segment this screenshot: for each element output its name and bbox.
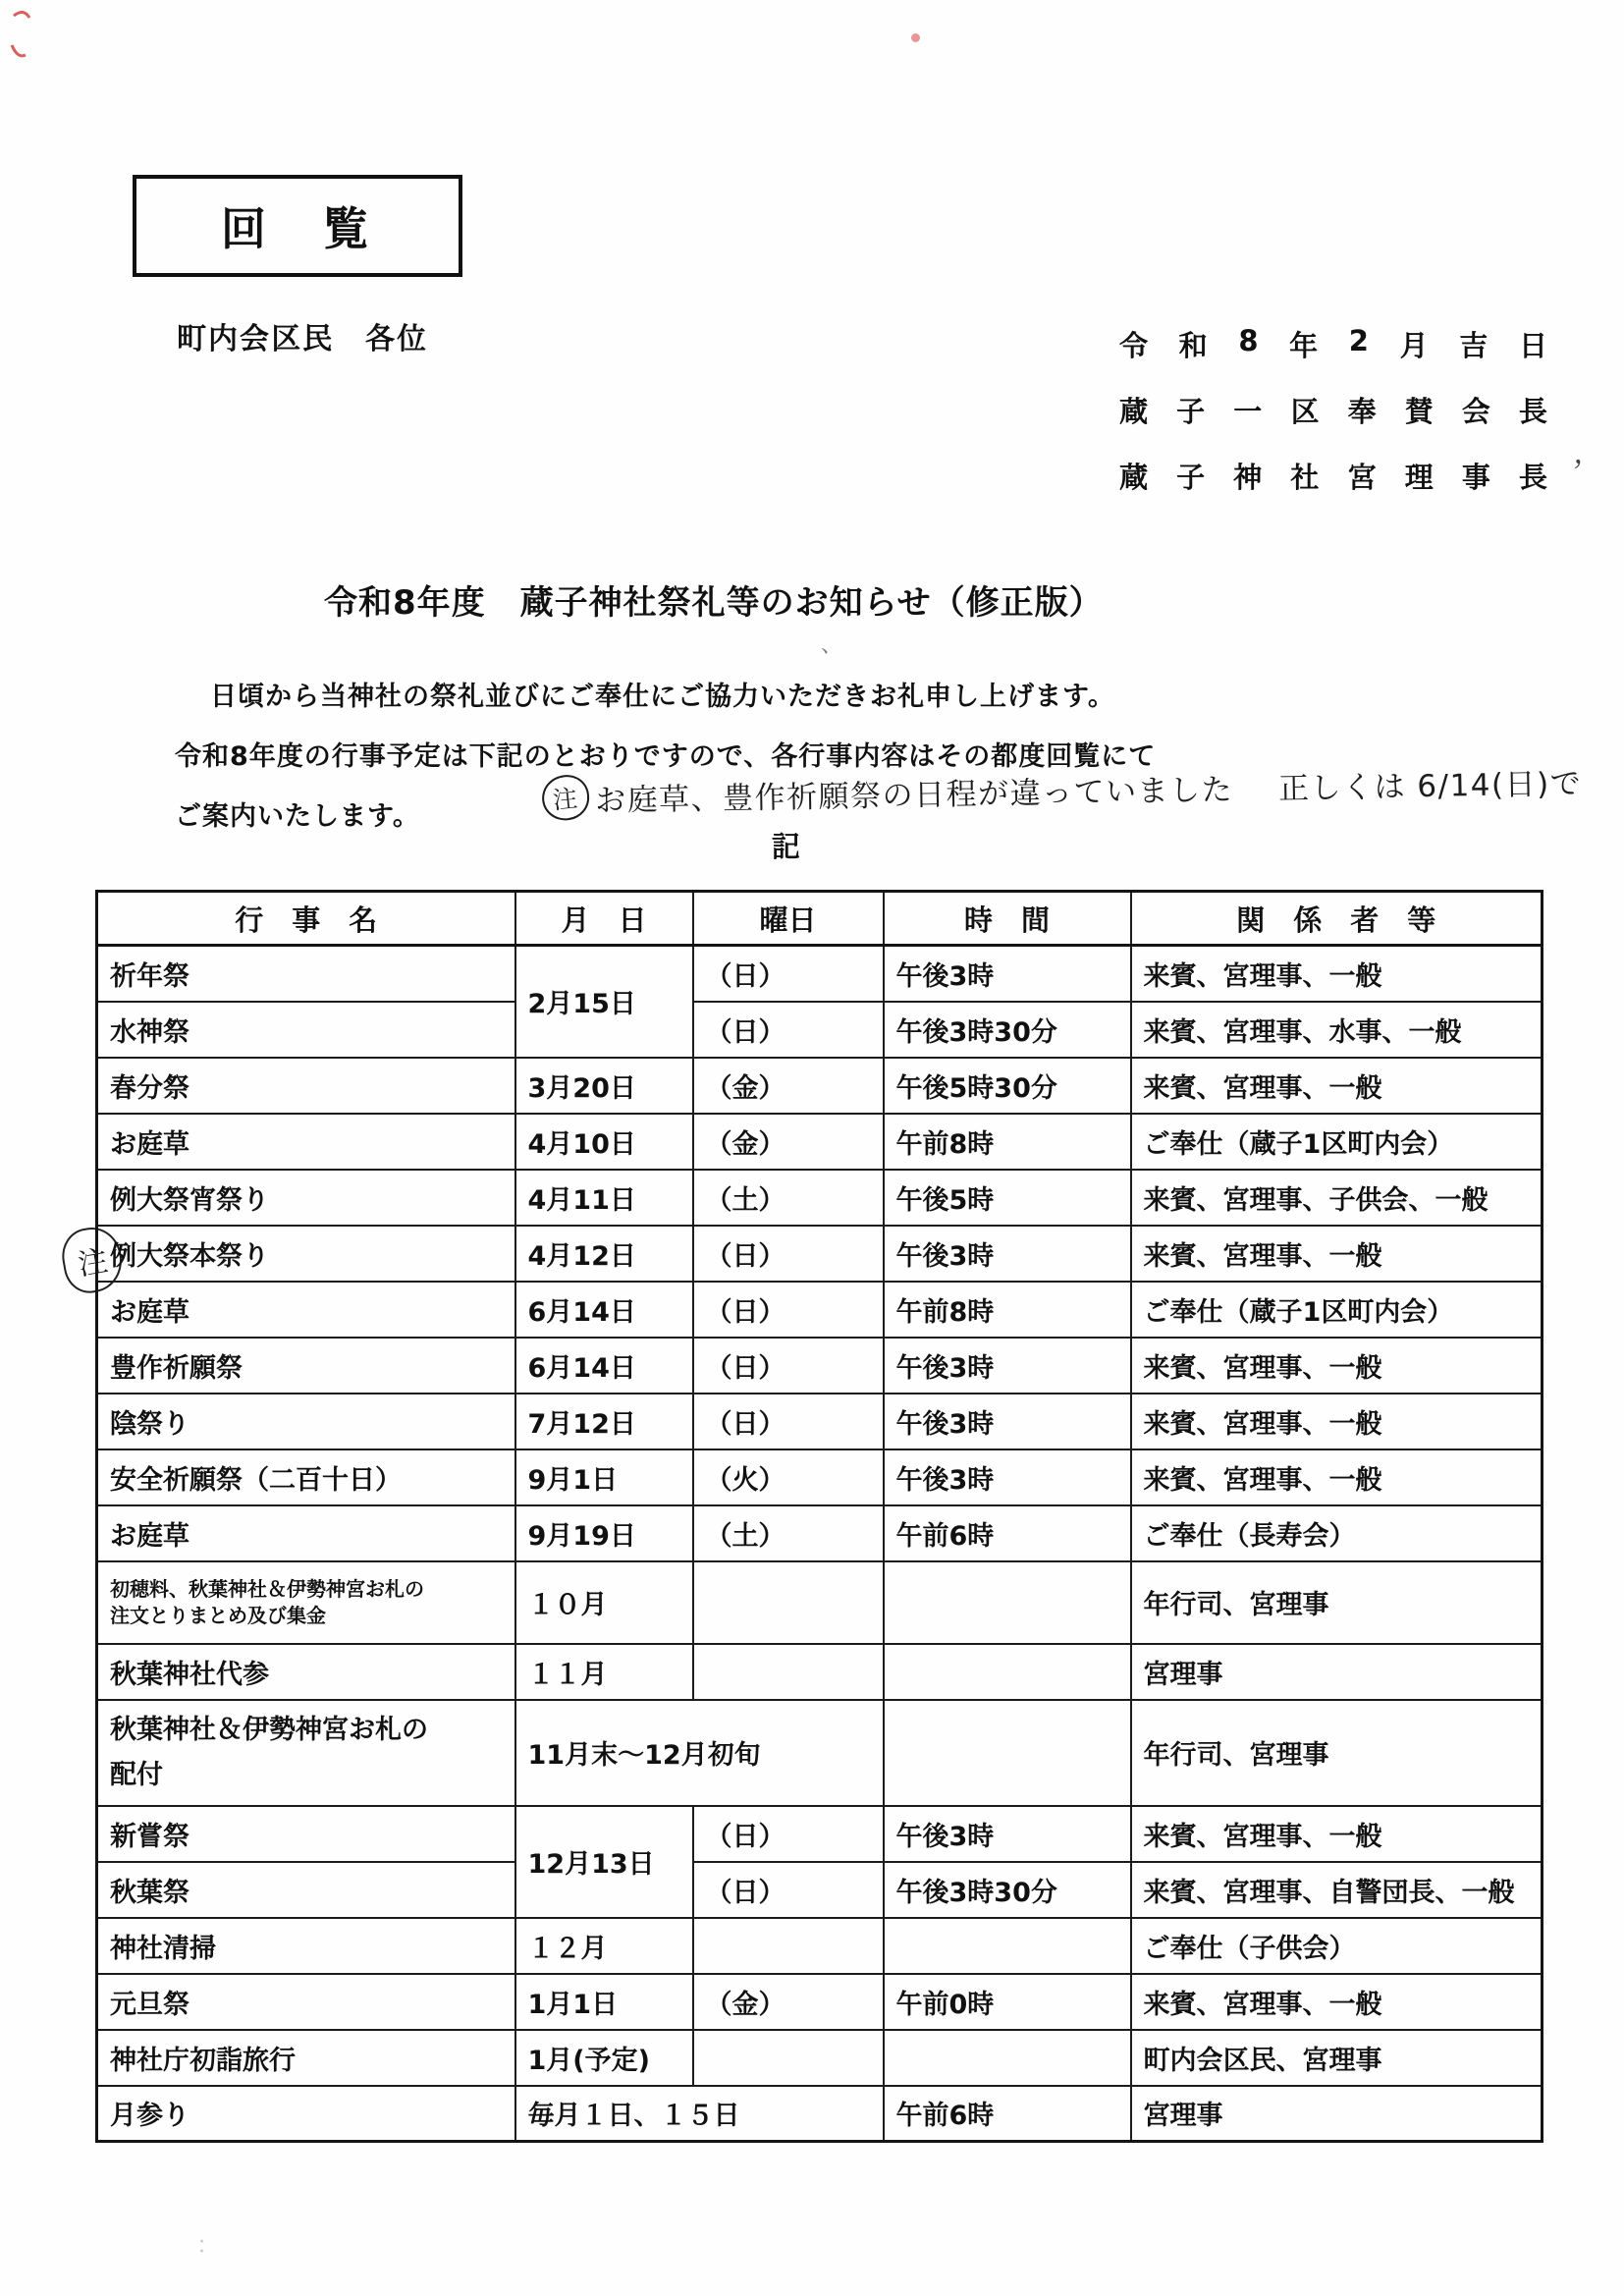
event-name-cell: 例大祭宵祭り [97,1170,515,1226]
event-name-cell: 初穂料、秋葉神社＆伊勢神宮お札の 注文とりまとめ及び集金 [97,1561,515,1644]
circulation-stamp-label: 回 覧 [221,202,374,255]
sender-line: 蔵 子 神 社 宮 理 事 長 [1119,461,1547,494]
time-cell [884,1561,1131,1644]
scan-artifact-red-mark [8,6,57,75]
date-cell: 毎月１日、１５日 [515,2086,884,2142]
date-cell: 7月12日 [515,1394,693,1449]
table-row [97,1806,1543,1862]
column-header: 月 日 [515,892,693,946]
time-cell: 来賓、宮理事、自警団長、一般 [1131,1862,1543,1918]
event-name-cell: 秋葉神社代参 [97,1644,515,1700]
table-row [97,1561,1543,1644]
weekday-cell: （日） [693,1338,884,1394]
date-cell: 9月1日 [515,1449,693,1505]
participants-cell: ご奉仕（長寿会） [1131,1505,1543,1561]
time-cell: 午前6時 [884,1505,1131,1561]
time-cell: 年行司、宮理事 [1131,1700,1543,1806]
weekday-cell [884,1700,1131,1806]
circulation-stamp-box [133,175,462,277]
participants-cell: ご奉仕（子供会） [1131,1918,1543,1974]
body-line: 日頃から当神社の祭礼並びにご奉仕にご協力いただきお礼申し上げます。 [210,682,1115,712]
weekday-cell: （火） [693,1449,884,1505]
schedule-table [95,890,1543,2143]
time-cell: 来賓、宮理事、水事、一般 [1131,1002,1543,1058]
column-header: 時 間 [884,892,1131,946]
date-cell: 4月10日 [515,1114,693,1170]
date-cell: 9月19日 [515,1505,693,1561]
weekday-cell: 午後3時30分 [884,1002,1131,1058]
participants-cell: 町内会区民、宮理事 [1131,2030,1543,2086]
scan-artifact-comma: ， [1572,436,1606,474]
sender-line: 蔵 子 一 区 奉 賛 会 長 [1119,395,1547,428]
weekday-cell: （土） [693,1170,884,1226]
event-name-cell: 例大祭本祭り [97,1226,515,1282]
event-name-cell: 安全祈願祭（二百十日） [97,1449,515,1505]
participants-cell: 来賓、宮理事、一般 [1131,1338,1543,1394]
event-name-cell: 陰祭り [97,1394,515,1449]
time-cell [884,1644,1131,1700]
participants-cell: 年行司、宮理事 [1131,1561,1543,1644]
time-cell: 午後5時30分 [884,1058,1131,1114]
event-name-cell: 秋葉祭 [97,1862,515,1918]
weekday-cell [693,1644,884,1700]
participants-cell: 来賓、宮理事、一般 [1131,1806,1543,1862]
date-cell: 4月12日 [515,1226,693,1282]
time-cell: 午後3時 [884,946,1131,1002]
time-cell: 午後3時 [884,1449,1131,1505]
table-row [97,1862,1543,1918]
date-cell: 1月1日 [515,1974,693,2030]
date-cell: 2月15日 [515,946,693,1058]
time-cell: 午後3時 [884,1394,1131,1449]
table-row [97,1394,1543,1449]
table-row [97,1700,1543,1806]
event-name-cell: お庭草 [97,1282,515,1338]
table-row [97,1058,1543,1114]
date-cell: １０月 [515,1561,693,1644]
weekday-cell: （日） [693,1394,884,1449]
weekday-cell: （金） [693,1114,884,1170]
date-cell: １１月 [515,1644,693,1700]
event-name-cell: 祈年祭 [97,946,515,1002]
date-cell: 6月14日 [515,1282,693,1338]
event-name-cell: お庭草 [97,1505,515,1561]
document-title: 令和8年度 蔵子神社祭礼等のお知らせ（修正版） [324,583,1104,623]
table-row [97,1974,1543,2030]
date-cell: 1月(予定) [515,2030,693,2086]
participants-cell: 宮理事 [1131,1644,1543,1700]
weekday-cell: 午前6時 [884,2086,1131,2142]
participants-cell: 来賓、宮理事、一般 [1131,1974,1543,2030]
addressee-line: 町内会区民 各位 [177,322,428,356]
date-cell: 11月末～12月初旬 [515,1700,884,1806]
table-row [97,1644,1543,1700]
handwritten-text: お庭草、豊作祈願祭の日程が違っていました [594,771,1234,819]
body-line: 令和8年度の行事予定は下記のとおりですので、各行事内容はその都度回覧にて [175,741,1157,772]
weekday-cell: （日） [693,1226,884,1282]
time-cell: 午後3時 [884,1226,1131,1282]
table-header-row [97,892,1543,946]
event-name-cell: 神社庁初詣旅行 [97,2030,515,2086]
table-row [97,1002,1543,1058]
date-cell: （日） [693,1002,884,1058]
weekday-cell: （金） [693,1058,884,1114]
date-cell: （日） [693,1862,884,1918]
body-line: ご案内いたします。 [175,801,420,832]
weekday-cell: （日） [693,946,884,1002]
table-row [97,1226,1543,1282]
weekday-cell [693,1561,884,1644]
event-name-cell: 元旦祭 [97,1974,515,2030]
margin-note-circle: 注 [58,1223,128,1296]
participants-cell: 来賓、宮理事、一般 [1131,1449,1543,1505]
column-header: 行 事 名 [97,892,515,946]
participants-cell: 来賓、宮理事、一般 [1131,1394,1543,1449]
column-header: 関 係 者 等 [1131,892,1543,946]
weekday-cell: （土） [693,1505,884,1561]
scan-artifact-tick: 、 [821,633,843,658]
handwritten-text-correct: 正しくは 6/14(日)で [1277,765,1583,807]
table-row [97,946,1543,1002]
table-row [97,2030,1543,2086]
table-row [97,1114,1543,1170]
scan-artifact-red-dot [911,33,920,42]
event-name-cell: 春分祭 [97,1058,515,1114]
time-cell: 午後3時 [884,1806,1131,1862]
table-row [97,1170,1543,1226]
time-cell [884,2030,1131,2086]
event-name-cell: 豊作祈願祭 [97,1338,515,1394]
event-name-cell: 水神祭 [97,1002,515,1058]
table-body [97,946,1543,2142]
weekday-cell [693,1918,884,1974]
event-name-cell: 神社清掃 [97,1918,515,1974]
date-cell: 3月20日 [515,1058,693,1114]
participants-cell: ご奉仕（蔵子1区町内会） [1131,1114,1543,1170]
scan-artifact-colon: ： [196,2231,220,2259]
table-row [97,1282,1543,1338]
participants-cell: 来賓、宮理事、子供会、一般 [1131,1170,1543,1226]
circled-note-icon: 注 [540,773,592,823]
time-cell: 午後5時 [884,1170,1131,1226]
date-cell: 4月11日 [515,1170,693,1226]
participants-cell: 来賓、宮理事、一般 [1131,1058,1543,1114]
time-cell: 午前0時 [884,1974,1131,2030]
weekday-cell: （日） [693,1282,884,1338]
time-cell: 午前8時 [884,1114,1131,1170]
participants-cell: ご奉仕（蔵子1区町内会） [1131,1282,1543,1338]
time-cell [884,1918,1131,1974]
sender-block [1119,324,1547,521]
table-row [97,1449,1543,1505]
event-name-cell: 秋葉神社＆伊勢神宮お札の 配付 [97,1700,515,1806]
table-row [97,2086,1543,2142]
table-row [97,1918,1543,1974]
column-header: 曜日 [693,892,884,946]
weekday-cell [693,2030,884,2086]
table-row [97,1505,1543,1561]
date-cell: １２月 [515,1918,693,1974]
time-cell: 宮理事 [1131,2086,1543,2142]
event-name-cell: 新嘗祭 [97,1806,515,1862]
date-cell: 12月13日 [515,1806,693,1918]
time-cell: 午前8時 [884,1282,1131,1338]
event-name-cell: 月参り [97,2086,515,2142]
sender-line: 令 和 8 年 2 月 吉 日 [1119,324,1547,362]
weekday-cell: （金） [693,1974,884,2030]
weekday-cell: （日） [693,1806,884,1862]
ki-heading: 記 [772,830,801,863]
date-cell: 6月14日 [515,1338,693,1394]
event-name-cell: お庭草 [97,1114,515,1170]
table-row [97,1338,1543,1394]
participants-cell: 来賓、宮理事、一般 [1131,946,1543,1002]
time-cell: 午後3時 [884,1338,1131,1394]
weekday-cell: 午後3時30分 [884,1862,1131,1918]
participants-cell: 来賓、宮理事、一般 [1131,1226,1543,1282]
